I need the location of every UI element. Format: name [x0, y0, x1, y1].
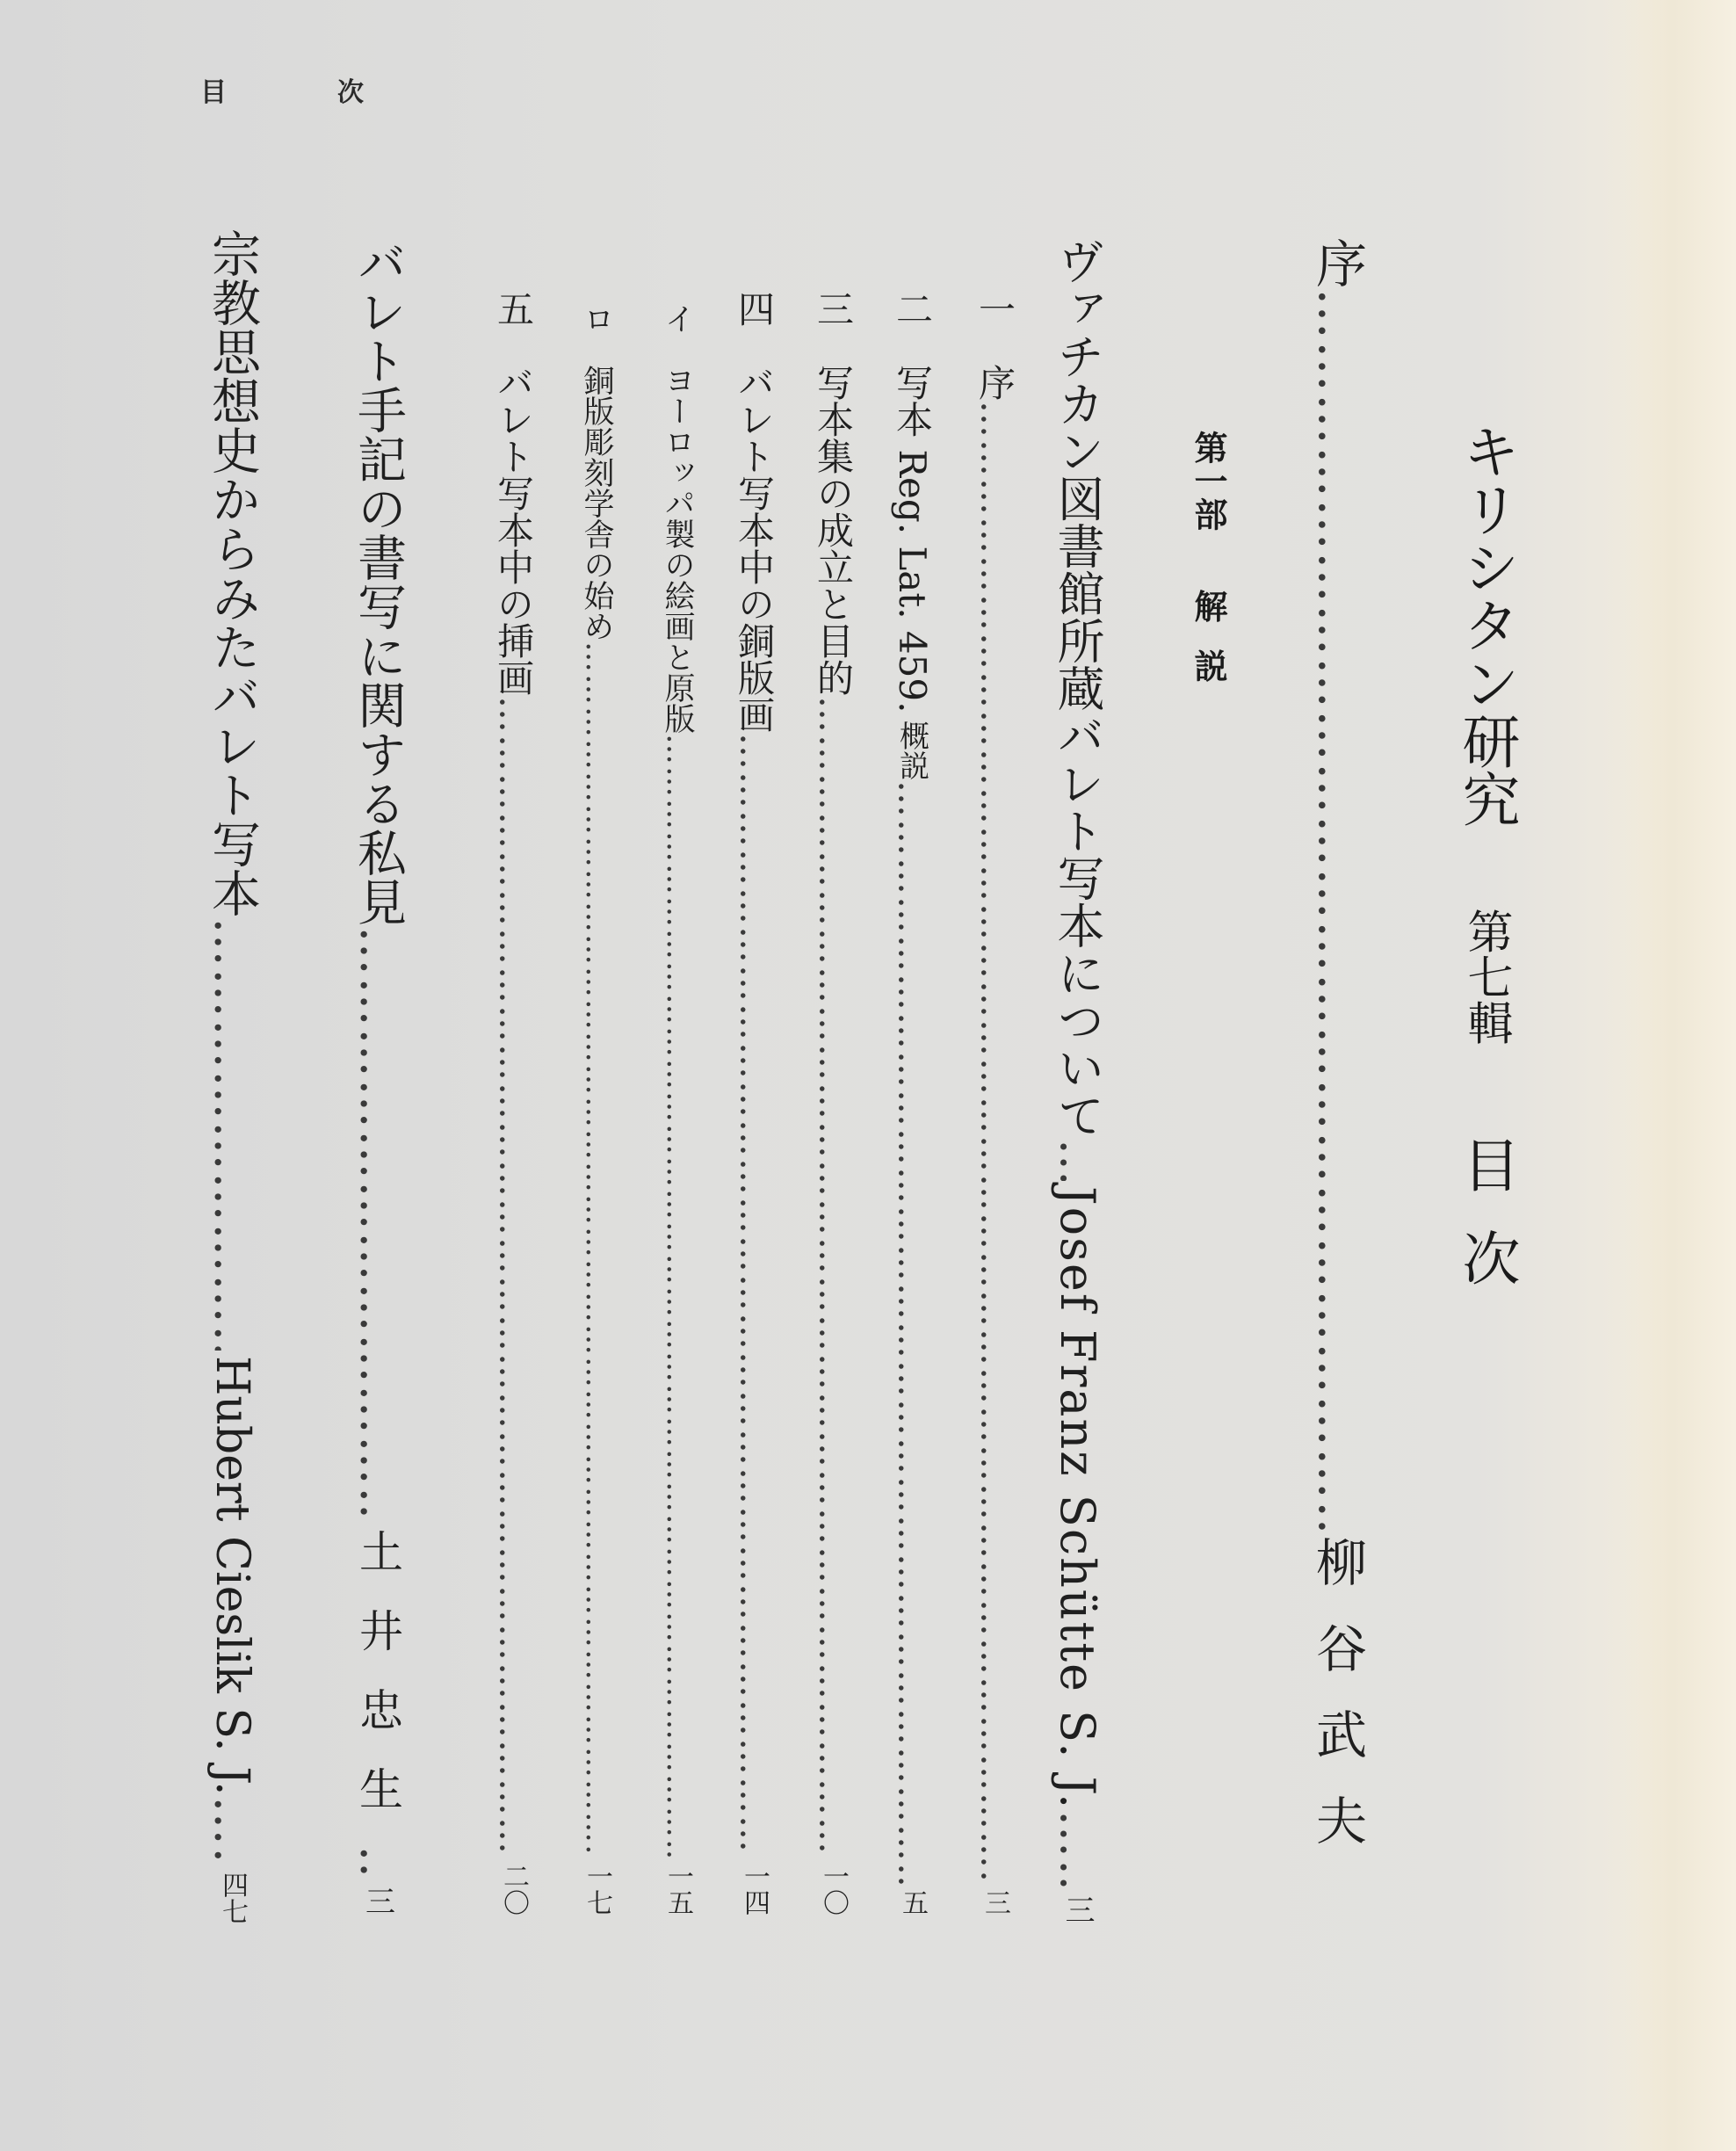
toc-page: 一四 — [739, 1863, 770, 1916]
toc-entry-cieslik[interactable] — [197, 228, 267, 1924]
toc-author: Josef Franz Schütte S. J. — [1050, 1185, 1105, 1810]
toc-page: 三 — [359, 1886, 395, 1916]
toc-entry-sec2[interactable] — [886, 290, 938, 1916]
toc-title: ロ 銅版彫刻学舎の始め — [579, 303, 614, 641]
toc-page: 一七 — [582, 1863, 612, 1916]
leader-dots — [204, 917, 261, 1351]
toc-entry-sec1[interactable] — [968, 290, 1021, 1916]
leader-dots — [350, 926, 407, 1524]
part-heading: 解説 — [1189, 589, 1228, 709]
leader-dots — [1050, 1139, 1105, 1181]
toc-entry-sec5[interactable] — [487, 290, 539, 1916]
toc-title: 一 序 — [973, 290, 1016, 401]
toc-page: 一〇 — [818, 1863, 849, 1916]
leader-dots — [204, 1796, 261, 1866]
toc-page: 三 — [980, 1889, 1010, 1916]
leader-dots — [492, 696, 535, 1858]
leader-dots — [579, 641, 614, 1858]
toc-page: 三 — [1060, 1894, 1095, 1924]
contents-heading: 目次 — [1452, 1134, 1520, 1322]
toc-subtitle: 概説 — [893, 721, 929, 781]
part-number: 第一部 — [1189, 431, 1228, 531]
toc-page: 一五 — [662, 1863, 693, 1916]
toc-author: 柳谷武夫 — [1307, 1536, 1367, 1880]
toc-title: ヴァチカン図書館所蔵バレト写本について — [1050, 237, 1105, 1139]
toc-page: 五 — [897, 1889, 928, 1916]
leader-dots — [1050, 1810, 1105, 1889]
toc-title: 四 バレト写本中の銅版画 — [733, 290, 776, 733]
leader-dots — [973, 401, 1016, 1884]
toc-entry-sec4i[interactable] — [655, 303, 699, 1916]
leader-dots — [812, 696, 855, 1858]
toc-author: 土井忠生 — [352, 1529, 403, 1845]
leader-dots — [891, 780, 934, 1884]
toc-entry-sec4[interactable] — [727, 290, 780, 1916]
book-title — [1444, 422, 1528, 1322]
leader-dots — [1307, 288, 1367, 1531]
toc-title: バレト手記の書写に関する私見 — [350, 237, 407, 926]
toc-title: 序 — [1307, 237, 1367, 288]
book-title-main: キリシタン研究 — [1452, 422, 1520, 828]
part-label — [1184, 431, 1233, 708]
toc-author: Hubert Cieslik S. J. — [206, 1356, 258, 1796]
page-edge-shadow — [1622, 0, 1736, 2151]
toc-page: 四七 — [217, 1872, 248, 1924]
toc-title: 二 写本 Reg. Lat. 459. — [891, 290, 934, 713]
toc-page: 二〇 — [498, 1863, 529, 1916]
toc-entry-sec4ro[interactable] — [575, 303, 618, 1916]
toc-title: イ ヨーロッパ製の絵画と原版 — [660, 303, 695, 734]
toc-entry-sec3[interactable] — [807, 290, 859, 1916]
leader-dots — [350, 1845, 407, 1880]
leader-dots — [733, 733, 776, 1858]
toc-entry-vatican[interactable] — [1044, 237, 1111, 1924]
book-volume: 第七輯 — [1459, 908, 1512, 1046]
running-head-left: 目 — [200, 77, 227, 108]
toc-entry-doi[interactable] — [343, 237, 413, 1916]
running-head-right: 次 — [337, 77, 364, 108]
leader-dots — [660, 734, 695, 1858]
toc-title: 宗教思想史からみたバレト写本 — [204, 228, 261, 917]
toc-title: 三 写本集の成立と目的 — [812, 290, 855, 696]
toc-entry-preface[interactable] — [1300, 237, 1374, 1880]
toc-title: 五 バレト写本中の挿画 — [492, 290, 535, 696]
